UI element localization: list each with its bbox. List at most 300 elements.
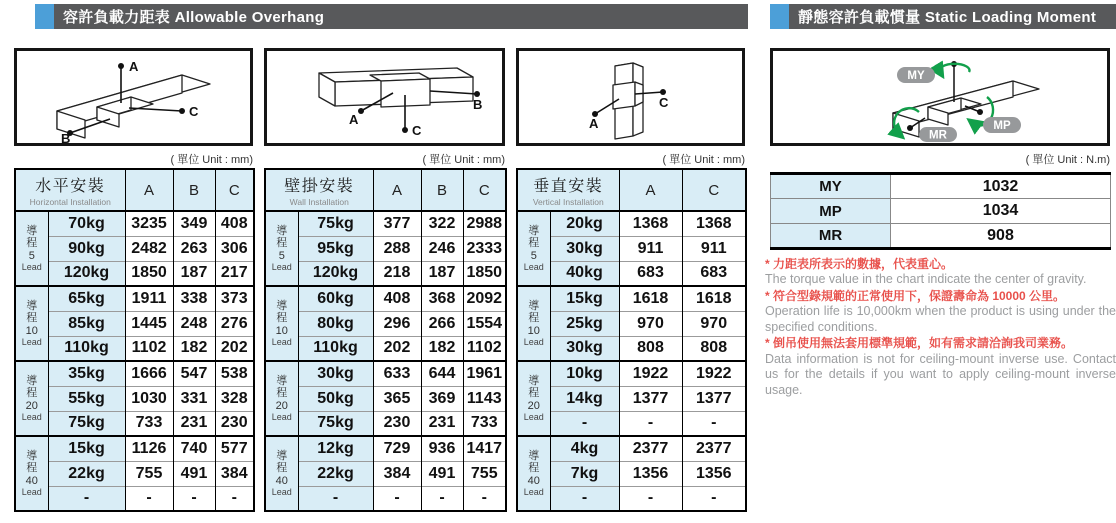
lead-en: Lead	[271, 486, 292, 497]
table-header-row	[517, 169, 746, 211]
lead-zh-char: 導	[276, 374, 288, 387]
lead-zh-char: 導	[276, 224, 288, 237]
value-cell: 683	[682, 261, 746, 286]
table-row	[15, 261, 254, 286]
load-cell: 120kg	[298, 261, 373, 286]
lead-zh-char: 導	[528, 449, 540, 462]
moment-value: 908	[891, 224, 1111, 249]
value-cell: 1618	[619, 286, 682, 311]
table-row	[517, 361, 746, 386]
lead-number: 20	[275, 399, 288, 412]
section-header-static-loading-moment	[770, 4, 1116, 29]
value-cell: 296	[373, 311, 421, 336]
lead-en: Lead	[21, 411, 42, 422]
moment-row	[771, 174, 1111, 199]
lead-zh-char: 程	[26, 387, 38, 400]
table-title-en: Wall Installation	[289, 197, 349, 207]
value-cell: -	[463, 486, 506, 511]
table-row	[517, 486, 746, 511]
value-cell: 2377	[682, 436, 746, 461]
moment-data-table	[770, 172, 1111, 250]
mr-pill	[919, 127, 957, 142]
lead-cell	[265, 361, 298, 436]
table-title-en: Horizontal Installation	[29, 197, 111, 207]
diagram-label-a: A	[589, 116, 599, 131]
value-cell: 808	[682, 336, 746, 361]
lead-cell	[517, 211, 550, 286]
value-cell: 1922	[619, 361, 682, 386]
value-cell: 2333	[463, 236, 506, 261]
value-cell: 733	[125, 411, 173, 436]
value-cell: -	[215, 486, 254, 511]
column-header-a: A	[373, 169, 421, 211]
wall-rail-diagram-icon	[267, 51, 502, 143]
value-cell: 970	[682, 311, 746, 336]
value-cell: 1356	[619, 461, 682, 486]
load-cell: 30kg	[550, 236, 619, 261]
section-title-right: 靜態容許負載慣量 Static Loading Moment	[798, 9, 1097, 26]
table-row	[265, 336, 506, 361]
table-static-loading-moment	[770, 172, 1110, 250]
table-row	[15, 486, 254, 511]
value-cell: 1368	[619, 211, 682, 236]
value-cell: 369	[421, 386, 463, 411]
value-cell: 263	[173, 236, 215, 261]
value-cell: 1554	[463, 311, 506, 336]
rail-drawing	[319, 68, 473, 107]
table-row	[265, 311, 506, 336]
value-cell: 538	[215, 361, 254, 386]
unit-label-mm-3: ( 單位 Unit : mm)	[662, 154, 745, 166]
table-vertical-installation	[516, 168, 745, 512]
value-cell: 2092	[463, 286, 506, 311]
load-cell: 85kg	[48, 311, 125, 336]
table-row	[15, 461, 254, 486]
value-cell: 182	[173, 336, 215, 361]
load-cell: 35kg	[48, 361, 125, 386]
table-row	[517, 336, 746, 361]
lead-zh-char: 程	[26, 462, 38, 475]
table-title-cell	[517, 169, 619, 211]
value-cell: 2482	[125, 236, 173, 261]
table-title-zh: 垂直安裝	[533, 178, 604, 195]
value-cell: 1850	[463, 261, 506, 286]
moment-row	[771, 224, 1111, 249]
load-cell: 10kg	[550, 361, 619, 386]
table-row	[517, 286, 746, 311]
value-cell: 3235	[125, 211, 173, 236]
value-cell: 1126	[125, 436, 173, 461]
load-cell: 95kg	[298, 236, 373, 261]
value-cell: 322	[421, 211, 463, 236]
lead-zh-char: 程	[276, 312, 288, 325]
value-cell: 733	[463, 411, 506, 436]
load-cell: 25kg	[550, 311, 619, 336]
diagram-label-a: A	[129, 59, 139, 74]
lead-zh-char: 程	[276, 462, 288, 475]
table-row	[517, 411, 746, 436]
note-en: The torque value in the chart indicate the center of gravity.	[765, 272, 1087, 287]
table-title-cell	[265, 169, 373, 211]
load-cell: 15kg	[550, 286, 619, 311]
value-cell: 288	[373, 236, 421, 261]
lead-number: 40	[527, 474, 540, 487]
table-row	[265, 236, 506, 261]
value-cell: 936	[421, 436, 463, 461]
table-row	[265, 261, 506, 286]
lead-en: Lead	[271, 336, 292, 347]
table-wall-installation	[264, 168, 505, 512]
value-cell: 1666	[125, 361, 173, 386]
lead-cell	[517, 436, 550, 511]
load-cell: -	[298, 486, 373, 511]
value-cell: 276	[215, 311, 254, 336]
table-row	[15, 311, 254, 336]
lead-zh-char: 程	[528, 462, 540, 475]
value-cell: 1417	[463, 436, 506, 461]
lead-en: Lead	[523, 261, 544, 272]
table-row	[517, 311, 746, 336]
load-cell: 12kg	[298, 436, 373, 461]
value-cell: 365	[373, 386, 421, 411]
table-row	[265, 361, 506, 386]
moment-label-mp: MP	[771, 199, 891, 224]
table-row	[15, 336, 254, 361]
table-title-zh: 壁掛安裝	[284, 178, 355, 195]
table-row	[15, 236, 254, 261]
section-title-left: 容許負載力距表 Allowable Overhang	[63, 9, 325, 26]
table-row	[265, 411, 506, 436]
value-cell: 230	[215, 411, 254, 436]
value-cell: 218	[373, 261, 421, 286]
value-cell: 970	[619, 311, 682, 336]
header-accent-square	[35, 4, 54, 29]
lead-zh-char: 導	[276, 449, 288, 462]
load-cell: 120kg	[48, 261, 125, 286]
load-cell: 22kg	[48, 461, 125, 486]
load-cell: 110kg	[48, 336, 125, 361]
lead-zh-char: 導	[528, 374, 540, 387]
column-header-a: A	[125, 169, 173, 211]
header-accent-square	[770, 4, 789, 29]
vertical-rail-diagram-icon	[519, 51, 742, 143]
value-cell: 2377	[619, 436, 682, 461]
table-title-cell	[15, 169, 125, 211]
rail-drawing	[57, 75, 210, 138]
note-zh: * 力距表所表示的數據，代表重心。	[765, 257, 954, 271]
load-cell: 70kg	[48, 211, 125, 236]
moment-row	[771, 199, 1111, 224]
lead-cell	[265, 436, 298, 511]
value-cell: 266	[421, 311, 463, 336]
lead-en: Lead	[21, 486, 42, 497]
value-cell: 644	[421, 361, 463, 386]
lead-number: 5	[28, 249, 35, 262]
note-en: Operation life is 10,000km when the product is using under the specified conditions.	[765, 303, 1116, 334]
moment-diagram-label-my: MY	[907, 70, 925, 82]
lead-en: Lead	[523, 486, 544, 497]
value-cell: 1618	[682, 286, 746, 311]
load-cell: 20kg	[550, 211, 619, 236]
column-header-c: C	[463, 169, 506, 211]
load-cell: 80kg	[298, 311, 373, 336]
value-cell: -	[421, 486, 463, 511]
lead-number: 10	[275, 324, 288, 337]
value-cell: 491	[421, 461, 463, 486]
table-row	[517, 386, 746, 411]
column-header-a: A	[619, 169, 682, 211]
unit-label-mm-1: ( 單位 Unit : mm)	[170, 154, 253, 166]
value-cell: 368	[421, 286, 463, 311]
moment-rail-diagram-icon	[773, 51, 1107, 143]
value-cell: 231	[421, 411, 463, 436]
table-row	[517, 436, 746, 461]
lead-cell	[517, 286, 550, 361]
load-cell: -	[48, 486, 125, 511]
load-cell: 65kg	[48, 286, 125, 311]
lead-zh-char: 程	[276, 237, 288, 250]
lead-number: 10	[25, 324, 38, 337]
value-cell: 331	[173, 386, 215, 411]
load-cell: 40kg	[550, 261, 619, 286]
lead-number: 40	[25, 474, 38, 487]
value-cell: 377	[373, 211, 421, 236]
value-cell: 349	[173, 211, 215, 236]
value-cell: 633	[373, 361, 421, 386]
value-cell: -	[125, 486, 173, 511]
lead-cell	[265, 286, 298, 361]
value-cell: 808	[619, 336, 682, 361]
load-cell: 75kg	[298, 411, 373, 436]
value-cell: 911	[682, 236, 746, 261]
value-cell: 755	[463, 461, 506, 486]
value-cell: 384	[215, 461, 254, 486]
lead-zh-char: 導	[528, 224, 540, 237]
load-cell: 55kg	[48, 386, 125, 411]
value-cell: 1102	[125, 336, 173, 361]
unit-label-nm: ( 單位 Unit : N.m)	[1025, 154, 1110, 166]
lead-zh-char: 程	[528, 312, 540, 325]
overhang-data-table	[264, 168, 507, 512]
moment-value: 1034	[891, 199, 1111, 224]
load-cell: 15kg	[48, 436, 125, 461]
lead-cell	[15, 211, 48, 286]
value-cell: 338	[173, 286, 215, 311]
lead-cell	[15, 361, 48, 436]
load-cell: 75kg	[48, 411, 125, 436]
table-row	[265, 486, 506, 511]
value-cell: 1030	[125, 386, 173, 411]
lead-zh-char: 導	[26, 449, 38, 462]
value-cell: 384	[373, 461, 421, 486]
moment-diagram-label-mr: MR	[929, 129, 947, 142]
lead-zh-char: 程	[26, 312, 38, 325]
table-horizontal-installation	[14, 168, 253, 512]
value-cell: -	[682, 486, 746, 511]
value-cell: -	[173, 486, 215, 511]
horizontal-rail-diagram-icon	[17, 51, 250, 143]
value-cell: 1850	[125, 261, 173, 286]
lead-zh-char: 程	[528, 237, 540, 250]
table-title-zh: 水平安裝	[35, 178, 106, 195]
rail-drawing	[613, 63, 643, 139]
value-cell: 1961	[463, 361, 506, 386]
value-cell: 911	[619, 236, 682, 261]
diagram-static-loading-moment	[770, 48, 1110, 146]
my-pill	[897, 67, 935, 83]
value-cell: 547	[173, 361, 215, 386]
value-cell: 182	[421, 336, 463, 361]
value-cell: 408	[373, 286, 421, 311]
moment-label-my: MY	[771, 174, 891, 199]
load-cell: 30kg	[298, 361, 373, 386]
load-cell: 90kg	[48, 236, 125, 261]
column-header-c: C	[682, 169, 746, 211]
value-cell: -	[682, 411, 746, 436]
load-cell: 110kg	[298, 336, 373, 361]
value-cell: 1356	[682, 461, 746, 486]
moment-value: 1032	[891, 174, 1111, 199]
value-cell: 246	[421, 236, 463, 261]
table-row	[517, 236, 746, 261]
load-cell: 4kg	[550, 436, 619, 461]
value-cell: -	[619, 486, 682, 511]
lead-cell	[15, 286, 48, 361]
mp-pill	[983, 117, 1021, 133]
load-cell: 7kg	[550, 461, 619, 486]
note-zh: * 符合型錄規範的正常使用下，保證壽命為 10000 公里。	[765, 288, 1066, 303]
value-cell: 729	[373, 436, 421, 461]
lead-number: 40	[275, 474, 288, 487]
diagram-wall-installation	[264, 48, 505, 146]
lead-en: Lead	[271, 261, 292, 272]
value-cell: 248	[173, 311, 215, 336]
load-cell: -	[550, 486, 619, 511]
value-cell: 230	[373, 411, 421, 436]
value-cell: 740	[173, 436, 215, 461]
value-cell: 187	[421, 261, 463, 286]
lead-en: Lead	[21, 261, 42, 272]
value-cell: 2988	[463, 211, 506, 236]
value-cell: 202	[373, 336, 421, 361]
diagram-horizontal-installation	[14, 48, 253, 146]
value-cell: 1911	[125, 286, 173, 311]
lead-zh-char: 導	[276, 299, 288, 312]
load-cell: 60kg	[298, 286, 373, 311]
lead-en: Lead	[21, 336, 42, 347]
table-row	[15, 211, 254, 236]
value-cell: 1368	[682, 211, 746, 236]
load-cell: 14kg	[550, 386, 619, 411]
load-cell: 50kg	[298, 386, 373, 411]
lead-zh-char: 導	[26, 299, 38, 312]
value-cell: 328	[215, 386, 254, 411]
value-cell: -	[619, 411, 682, 436]
value-cell: 1102	[463, 336, 506, 361]
value-cell: 683	[619, 261, 682, 286]
load-cell: 75kg	[298, 211, 373, 236]
footnotes	[765, 256, 1116, 399]
overhang-data-table	[14, 168, 255, 512]
load-cell: 22kg	[298, 461, 373, 486]
table-row	[15, 436, 254, 461]
table-header-row	[15, 169, 254, 211]
lead-cell	[15, 436, 48, 511]
table-row	[265, 386, 506, 411]
value-cell: 231	[173, 411, 215, 436]
value-cell: -	[373, 486, 421, 511]
overhang-data-table	[516, 168, 747, 512]
diagram-label-a: A	[349, 112, 359, 127]
value-cell: 755	[125, 461, 173, 486]
lead-zh-char: 導	[26, 374, 38, 387]
note-zh: * 倒吊使用無法套用標準規範，如有需求請洽詢我司業務。	[765, 336, 1074, 351]
table-row	[15, 361, 254, 386]
lead-cell	[517, 361, 550, 436]
lead-zh-char: 導	[528, 299, 540, 312]
column-header-c: C	[215, 169, 254, 211]
section-header-allowable-overhang	[35, 4, 748, 29]
value-cell: 1922	[682, 361, 746, 386]
value-cell: 306	[215, 236, 254, 261]
table-row	[15, 411, 254, 436]
table-row	[15, 286, 254, 311]
lead-number: 10	[527, 324, 540, 337]
diagram-label-b: B	[473, 97, 483, 112]
lead-en: Lead	[523, 336, 544, 347]
value-cell: 187	[173, 261, 215, 286]
diagram-label-c: C	[659, 95, 669, 110]
value-cell: 1377	[682, 386, 746, 411]
lead-number: 5	[530, 249, 537, 262]
diagram-vertical-installation	[516, 48, 745, 146]
load-cell: -	[550, 411, 619, 436]
table-row	[517, 461, 746, 486]
diagram-label-c: C	[412, 123, 422, 138]
table-row	[265, 461, 506, 486]
table-title-en: Vertical Installation	[532, 197, 604, 207]
table-row	[265, 436, 506, 461]
value-cell: 491	[173, 461, 215, 486]
diagram-label-b: B	[61, 131, 71, 143]
lead-zh-char: 程	[26, 237, 38, 250]
table-header-row	[265, 169, 506, 211]
column-header-b: B	[173, 169, 215, 211]
lead-zh-char: 導	[26, 224, 38, 237]
lead-number: 20	[25, 399, 38, 412]
table-row	[15, 386, 254, 411]
moment-diagram-label-mp: MP	[993, 120, 1011, 132]
value-cell: 1377	[619, 386, 682, 411]
lead-number: 5	[278, 249, 285, 262]
table-row	[265, 286, 506, 311]
table-row	[517, 211, 746, 236]
column-header-b: B	[421, 169, 463, 211]
load-cell: 30kg	[550, 336, 619, 361]
moment-label-mr: MR	[771, 224, 891, 249]
table-row	[517, 261, 746, 286]
value-cell: 373	[215, 286, 254, 311]
table-row	[265, 211, 506, 236]
lead-number: 20	[527, 399, 540, 412]
unit-label-mm-2: ( 單位 Unit : mm)	[422, 154, 505, 166]
lead-en: Lead	[523, 411, 544, 422]
value-cell: 408	[215, 211, 254, 236]
lead-en: Lead	[271, 411, 292, 422]
value-cell: 1143	[463, 386, 506, 411]
lead-zh-char: 程	[276, 387, 288, 400]
lead-zh-char: 程	[528, 387, 540, 400]
